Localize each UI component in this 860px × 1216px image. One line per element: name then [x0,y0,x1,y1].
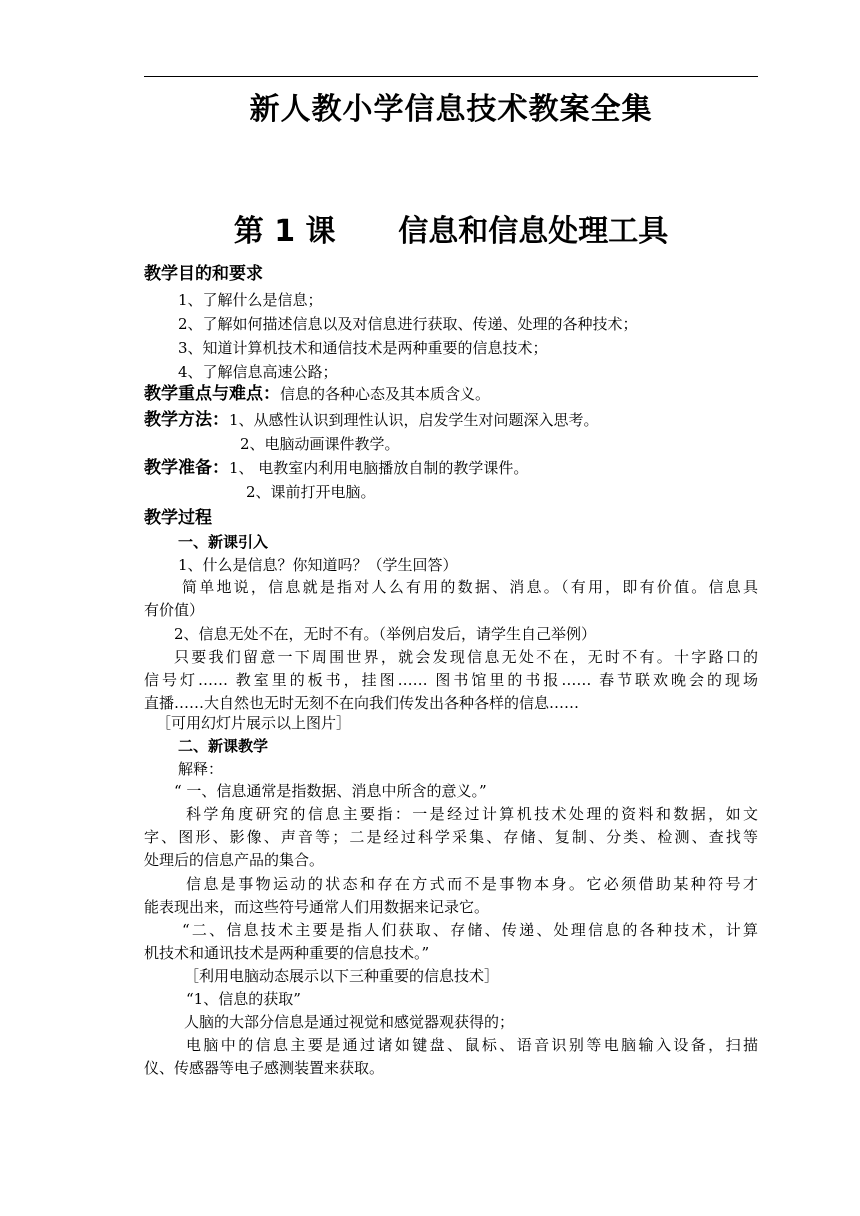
teaching-line: 科学角度研究的信息主要指：一是经过计算机技术处理的资料和数据，如文 [186,805,758,823]
objectives-heading: 教学目的和要求 [144,264,263,284]
teaching-heading: 二、新课教学 [178,737,269,755]
intro-line: 简单地说，信息就是指对人么有用的数据、消息。（有用，即有价值。信息具 [182,578,758,596]
teaching-line: 信息是事物运动的状态和存在方式而不是事物本身。它必须借助某种符号才 [186,875,758,893]
process-heading: 教学过程 [144,508,212,528]
teaching-line: 仪、传感器等电子感测装置来获取。 [144,1059,385,1077]
prep-line1: 1、 电教室内利用电脑播放自制的教学课件。 [229,459,529,477]
intro-line: 有价值） [144,601,205,619]
teaching-line: “1、信息的获取” [186,990,301,1008]
header-rule [144,76,758,77]
prep-row [144,456,758,480]
objective-item: 2、了解如何描述信息以及对信息进行获取、传递、处理的各种技术； [178,315,638,333]
teaching-line: “二、信息技术主要是指人们获取、存储、传递、处理信息的各种技术，计算 [182,921,758,939]
teaching-line: 处理后的信息产品的集合。 [144,851,325,869]
teaching-line: 人脑的大部分信息是通过视觉和感觉器观获得的； [184,1013,515,1031]
intro-line: 只要我们留意一下周围世界，就会发现信息无处不在，无时不有。十字路口的 [174,648,758,666]
key-points-row [144,382,758,406]
methods-line1: 1、从感性认识到理性认识，启发学生对问题深入思考。 [229,411,599,429]
prep-label: 教学准备： [144,458,229,478]
lesson-title: 第 1 课 信息和信息处理工具 [233,214,669,249]
prep-line2: 2、课前打开电脑。 [246,483,376,501]
key-points-text: 信息的各种心态及其本质含义。 [280,385,491,403]
methods-row [144,408,758,432]
objective-item: 3、知道计算机技术和通信技术是两种重要的信息技术； [178,339,548,357]
document-title: 新人教小学信息技术教案全集 [249,92,653,127]
intro-line: 信号灯…… 教室里的板书，挂图…… 图书馆里的书报…… 春节联欢晚会的现场 [144,671,758,689]
teaching-line: 解释： [178,760,224,778]
teaching-line: 电脑中的信息主要是通过诸如键盘、鼠标、语音识别等电脑输入设备，扫描 [186,1036,758,1054]
intro-line: 2、信息无处不在，无时不有。（举例启发后，请学生自己举例） [174,625,597,643]
intro-line: 直播……大自然也无时无刻不在向我们传发出各种各样的信息…… [144,694,580,712]
intro-line: 1、什么是信息？你知道吗？（学生回答） [178,556,458,574]
intro-heading: 一、新课引入 [178,533,269,551]
teaching-line: 机技术和通讯技术是两种重要的信息技术。” [144,944,430,962]
key-points-label: 教学重点与难点： [144,384,280,404]
teaching-line: 能表现出来，而这些符号通常人们用数据来记录它。 [144,898,490,916]
teaching-line: “ 一、信息通常是指数据、消息中所含的意义。” [174,782,487,800]
teaching-line: ［利用电脑动态展示以下三种重要的信息技术］ [184,967,500,985]
methods-label: 教学方法： [144,410,229,430]
intro-line: ［可用幻灯片展示以上图片］ [156,714,352,732]
objective-item: 4、了解信息高速公路； [178,363,338,381]
objective-item: 1、了解什么是信息； [178,291,323,309]
teaching-line: 字、图形、影像、声音等；二是经过科学采集、存储、复制、分类、检测、查找等 [144,828,758,846]
methods-line2: 2、电脑动画课件教学。 [240,435,400,453]
